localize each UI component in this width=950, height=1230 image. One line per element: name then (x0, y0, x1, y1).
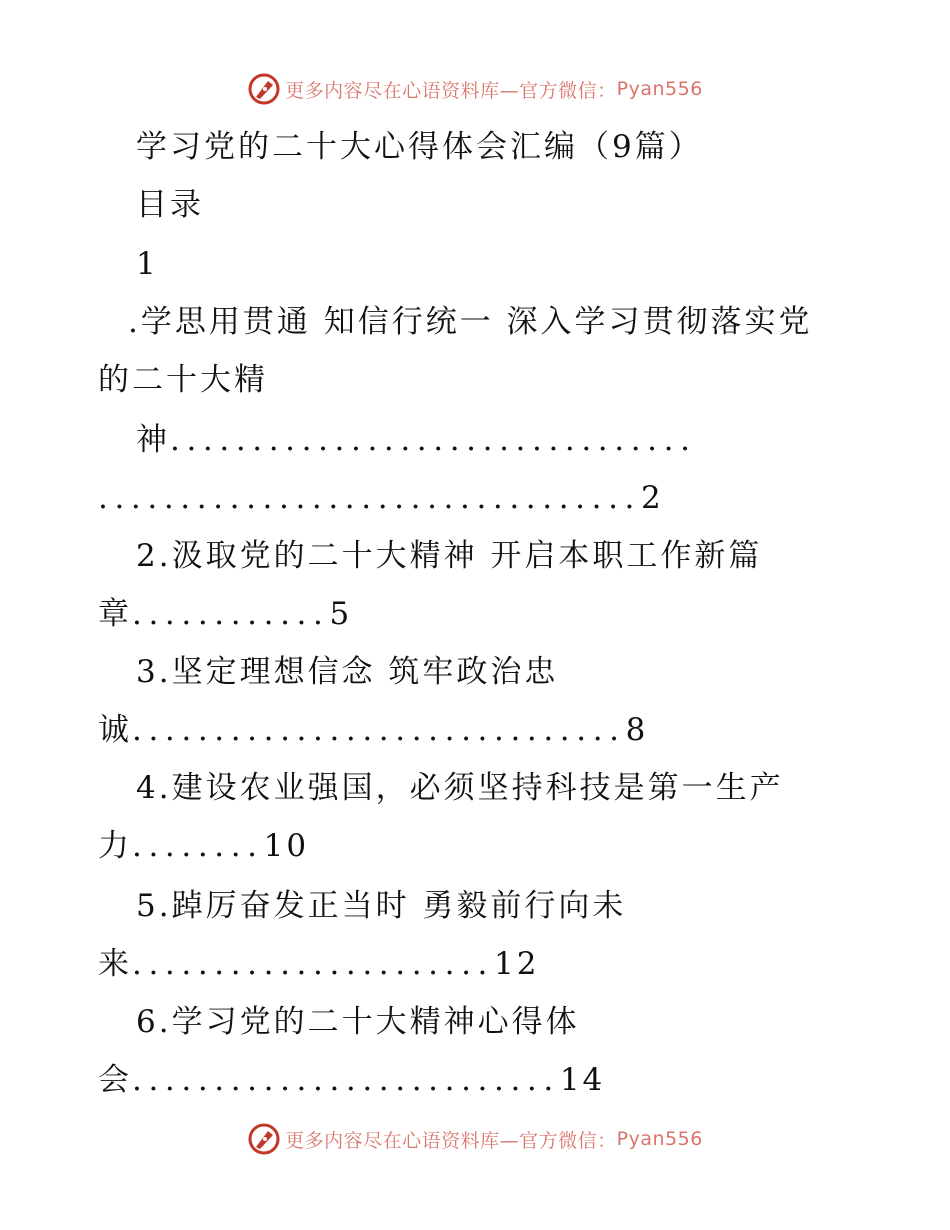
toc-page-number: 5 (329, 596, 353, 632)
toc-entry-title: 3.坚定理想信念 筑牢政治忠 (136, 654, 559, 690)
toc-entry-title-end (136, 420, 697, 460)
banner-wechat-id: Pyan556 (616, 1128, 703, 1150)
header-watermark-banner (0, 72, 950, 106)
toc-entry-title: 4.建设农业强国，必须坚持科技是第一生产 (136, 770, 784, 806)
toc-entry-title: .学思用贯通 知信行统一 深入学习贯彻落实党 (128, 304, 813, 340)
toc-entry-title-continued: 的二十大精 (98, 362, 268, 398)
toc-leader-dots: ...................... (132, 946, 494, 982)
toc-entry-title-end: 会 (98, 1062, 132, 1098)
footer-watermark-banner (0, 1122, 950, 1156)
toc-leader-dots: ........ (132, 828, 264, 864)
toc-entry-title: 5.踔厉奋发正当时 勇毅前行向未 (136, 888, 627, 924)
toc-leader-dots: ................................. (98, 480, 641, 516)
toc-page-number: 8 (625, 712, 649, 748)
toc-heading: 目录 (136, 187, 204, 223)
toc-entry-leader-line (98, 478, 664, 518)
toc-page-number: 14 (559, 1062, 606, 1098)
toc-entry-leader-line (98, 594, 352, 634)
toc-entry-leader-line (98, 1060, 605, 1100)
toc-entry-leader-line (98, 710, 648, 750)
toc-leader-dots: .............................. (132, 712, 626, 748)
toc-page-number: 12 (494, 946, 540, 982)
banner-text: 更多内容尽在心语资料库—官方微信： (285, 79, 617, 102)
pen-nib-logo-icon (247, 1122, 281, 1156)
toc-entry-leader-line (98, 944, 539, 984)
banner-text: 更多内容尽在心语资料库—官方微信： (285, 1129, 617, 1152)
toc-entry-title: 6.学习党的二十大精神心得体 (136, 1004, 580, 1040)
document-title: 学习党的二十大心得体会汇编（9篇） (136, 129, 703, 165)
toc-entry-title-end: 诚 (98, 712, 132, 748)
banner-wechat-id: Pyan556 (616, 78, 703, 100)
toc-leader-dots: ............ (132, 596, 330, 632)
toc-entry-leader-line (98, 826, 309, 866)
toc-entry-title: 2.汲取党的二十大精神 开启本职工作新篇 (136, 538, 763, 574)
toc-entry-word: 神 (136, 422, 170, 458)
pen-nib-logo-icon (247, 72, 281, 106)
toc-entry-number: 1 (136, 246, 159, 282)
toc-entry-title-end: 章 (98, 596, 132, 632)
toc-leader-dots: ................................ (170, 422, 697, 458)
toc-page-number: 10 (263, 828, 310, 864)
toc-page-number: 2 (640, 480, 664, 516)
toc-entry-title-end: 力 (98, 828, 132, 864)
toc-entry-title-end: 来 (98, 946, 132, 982)
toc-leader-dots: .......................... (132, 1062, 560, 1098)
